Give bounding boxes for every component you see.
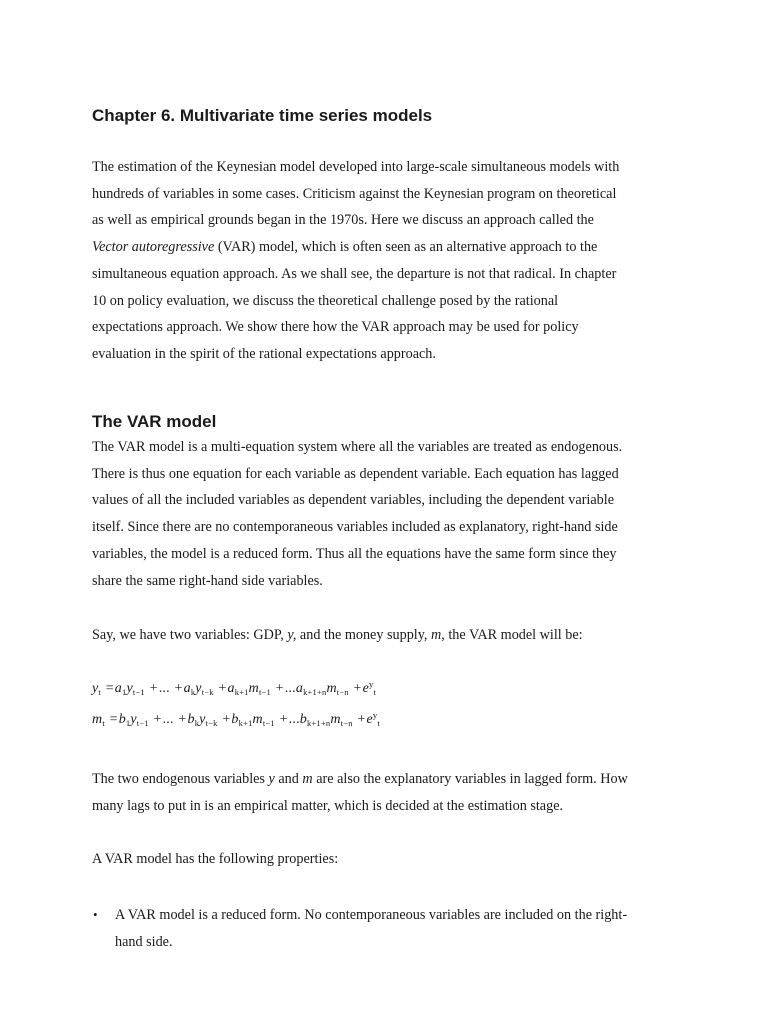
- eq-coef: b: [187, 712, 195, 727]
- section-title: The VAR model: [92, 412, 217, 431]
- text-line: variables, the model is a reduced form. Thus all the equations have the same form since they: [92, 545, 617, 562]
- eq-error: e: [366, 712, 373, 727]
- text-line: [92, 234, 692, 261]
- eq-plus: +: [357, 712, 366, 727]
- text-line: There is thus one equation for each variable as dependent variable. Each equation has lagged: [92, 465, 619, 482]
- bullet-icon: •: [93, 907, 98, 922]
- eq-var: m: [330, 712, 341, 727]
- var-m: m: [431, 627, 442, 643]
- eq-coef: b: [299, 712, 307, 727]
- eq-plus: +: [218, 681, 227, 696]
- eq-plus: +: [353, 681, 362, 696]
- eq-sub: k+1: [238, 718, 253, 728]
- eq-var: y: [199, 712, 206, 727]
- eq-var: y: [130, 712, 137, 727]
- eq-coef: a: [183, 681, 191, 696]
- text-span: and: [274, 771, 303, 787]
- eq-plus: +: [178, 712, 187, 727]
- bullet-text: [115, 902, 692, 955]
- eq-sub: t−k: [205, 718, 218, 728]
- eq-sub: t−n: [340, 718, 353, 728]
- eq-coef: a: [227, 681, 235, 696]
- eq-var: y: [195, 681, 202, 696]
- text-line: [92, 622, 692, 649]
- eq-sub: k+1+n: [306, 718, 331, 728]
- term-italic: Vector autoregressive: [92, 239, 215, 256]
- eq-sup: y: [372, 710, 378, 720]
- eq-var: m: [326, 681, 337, 696]
- text-span: (VAR) model, which is often seen as an alternative approach to the: [214, 239, 598, 256]
- eq-var: m: [248, 681, 259, 696]
- eq-var: m: [252, 712, 263, 727]
- eq-sub: k: [194, 718, 200, 728]
- equation-2: [92, 712, 380, 728]
- eq-plus: +: [275, 681, 284, 696]
- eq-dots: ...: [158, 681, 170, 696]
- document-page: [92, 0, 692, 1024]
- eq-sub: t: [373, 687, 377, 697]
- eq-plus: +: [153, 712, 162, 727]
- text-line: many lags to put in is an empirical matter, which is decided at the estimation stage.: [92, 797, 564, 814]
- var-m: m: [302, 771, 313, 787]
- properties-intro: [92, 846, 692, 873]
- eq-dots: ...: [162, 712, 174, 727]
- eq-sub: t−1: [132, 687, 145, 697]
- text-line: A VAR model has the following properties:: [92, 851, 339, 867]
- var-model-paragraph: [92, 434, 692, 594]
- eq-sub: t: [377, 718, 380, 728]
- text-span: The two endogenous variables: [92, 771, 269, 787]
- eq-sub: k+1+n: [303, 687, 327, 697]
- eq-coef: b: [231, 712, 239, 727]
- eq-lhs: m: [92, 712, 103, 727]
- text-line: as well as empirical grounds began in the 1970s. Here we discuss an approach called the: [92, 212, 594, 229]
- text-span: are also the explanatory variables in lagged form. How: [312, 771, 628, 787]
- text-line: A VAR model is a reduced form. No contemporaneous variables are included on the right-: [115, 907, 628, 923]
- eq-sub: t−k: [201, 687, 214, 697]
- eq-error: e: [362, 681, 369, 696]
- eq-sub: k+1: [234, 687, 249, 697]
- text-line: values of all the included variables as dependent variables, including the dependent variable: [92, 492, 614, 509]
- text-span: , the VAR model will be:: [441, 627, 583, 643]
- equation-1: [92, 681, 376, 697]
- endogenous-paragraph: [92, 766, 692, 819]
- eq-lhs: y: [92, 681, 99, 696]
- text-line: 10 on policy evaluation, we discuss the theoretical challenge posed by the rational: [92, 292, 559, 309]
- text-line: share the same right-hand side variables.: [92, 572, 323, 589]
- eq-equals: =: [109, 712, 118, 727]
- eq-plus: +: [279, 712, 288, 727]
- eq-plus: +: [174, 681, 183, 696]
- text-line: The VAR model is a multi-equation system where all the variables are treated as endogenous.: [92, 439, 623, 455]
- eq-coef: b: [118, 712, 126, 727]
- eq-sub: t−1: [136, 718, 149, 728]
- text-span: Say, we have two variables: GDP,: [92, 627, 288, 643]
- eq-coef: a: [295, 681, 304, 696]
- chapter-title: Chapter 6. Multivariate time series models: [92, 106, 433, 125]
- eq-sub: 1: [122, 687, 127, 697]
- eq-sub: t: [98, 687, 101, 697]
- var-y: y,: [287, 627, 297, 643]
- intro-paragraph: [92, 154, 692, 368]
- eq-sub: t−1: [258, 687, 271, 697]
- text-line: simultaneous equation approach. As we shall see, the departure is not that radical. In chapter: [92, 265, 617, 282]
- text-line: The estimation of the Keynesian model developed into large-scale simultaneous models with: [92, 159, 620, 175]
- eq-sub: k: [190, 687, 196, 697]
- eq-plus: +: [222, 712, 231, 727]
- text-line: evaluation in the spirit of the rational expectations approach.: [92, 345, 436, 362]
- eq-sub: t−1: [262, 718, 275, 728]
- eq-sub: t: [102, 718, 105, 728]
- text-line: [92, 766, 692, 793]
- eq-sup: y: [369, 679, 374, 689]
- eq-equals: =: [105, 681, 114, 696]
- eq-dots: ...: [284, 681, 296, 696]
- text-line: itself. Since there are no contemporaneous variables included as explanatory, right-hand side: [92, 519, 618, 536]
- say-paragraph: [92, 622, 692, 649]
- eq-var: y: [126, 681, 133, 696]
- text-line: expectations approach. We show there how the VAR approach may be used for policy: [92, 319, 579, 336]
- eq-sub: 1: [125, 718, 131, 728]
- eq-sub: t−n: [336, 687, 349, 697]
- text-line: hand side.: [115, 933, 173, 950]
- eq-coef: a: [114, 681, 122, 696]
- var-y: y: [268, 771, 275, 787]
- text-span: and the money supply,: [296, 627, 432, 643]
- text-line: hundreds of variables in some cases. Criticism against the Keynesian program on theoretical: [92, 185, 617, 202]
- eq-plus: +: [149, 681, 158, 696]
- eq-dots: ...: [288, 712, 300, 727]
